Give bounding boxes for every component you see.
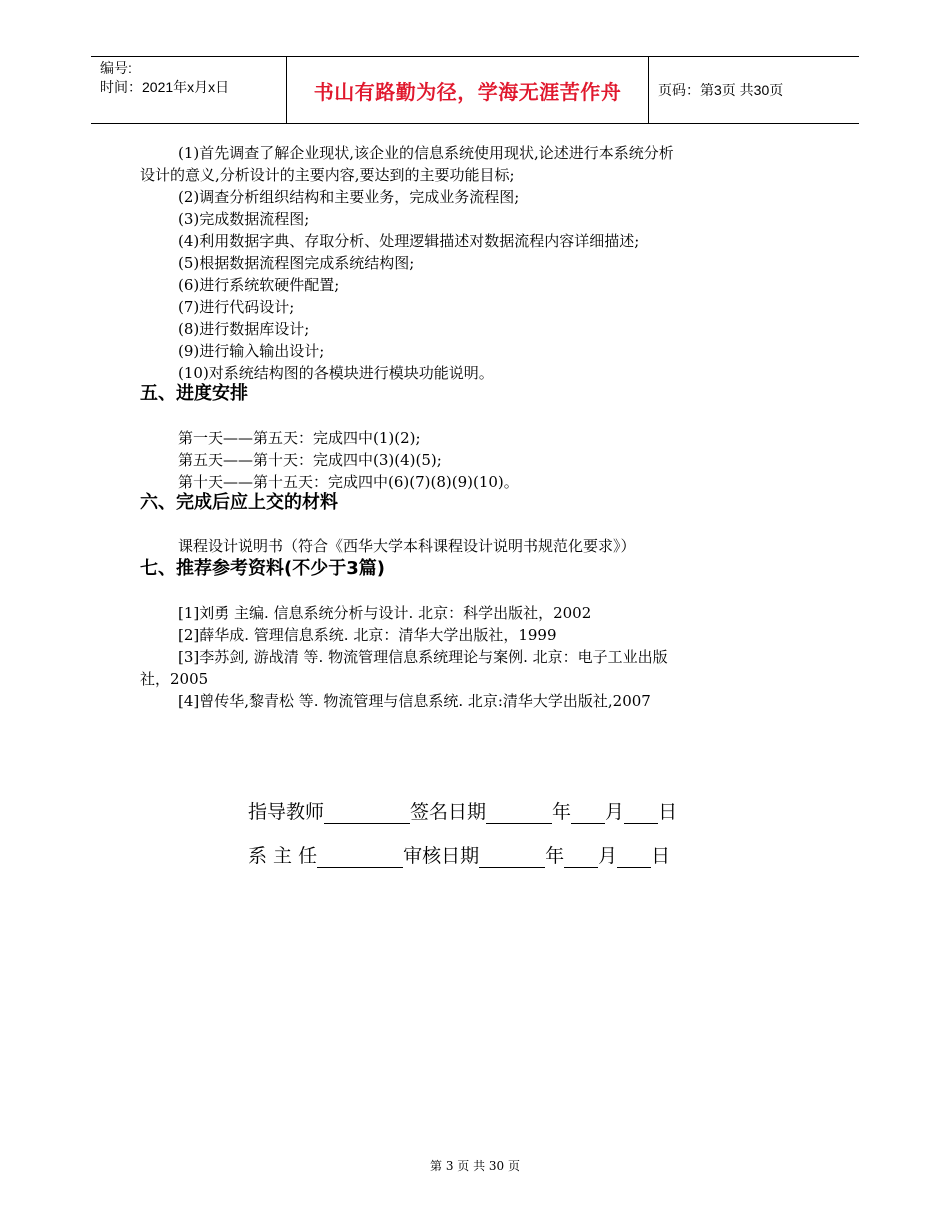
advisor-signature-blank <box>324 803 410 824</box>
step-item: (5)根据数据流程图完成系统结构图; <box>178 254 415 272</box>
header-divider <box>648 57 649 123</box>
month-blank <box>564 847 598 868</box>
time-label: 时间：2021年x月x日 <box>100 79 230 95</box>
reference-item: [2]薛华成. 管理信息系统. 北京：清华大学出版社，1999 <box>178 626 557 644</box>
day-label: 日 <box>651 845 671 867</box>
step-item: (7)进行代码设计; <box>178 298 295 316</box>
reference-item: 社，2005 <box>140 670 209 688</box>
director-label: 系 主 任 <box>248 845 318 867</box>
year-label: 年 <box>552 801 572 823</box>
section-heading: 六、完成后应上交的材料 <box>140 492 338 513</box>
year-blank <box>479 847 545 868</box>
reference-item: [1]刘勇 主编. 信息系统分析与设计. 北京：科学出版社，2002 <box>178 604 592 622</box>
year-label: 年 <box>545 845 565 867</box>
reference-item: [3]李苏剑, 游战清 等. 物流管理信息系统理论与案例. 北京：电子工业出版 <box>178 648 668 666</box>
month-blank <box>571 803 605 824</box>
day-label: 日 <box>658 801 678 823</box>
step-item: (9)进行输入输出设计; <box>178 342 325 360</box>
year-blank <box>486 803 552 824</box>
number-label: 编号: <box>100 60 132 76</box>
director-signature-blank <box>317 847 403 868</box>
schedule-item: 第五天——第十天：完成四中(3)(4)(5); <box>178 451 442 469</box>
materials-text: 课程设计说明书（符合《西华大学本科课程设计说明书规范化要求》） <box>178 537 636 555</box>
step-item: (3)完成数据流程图; <box>178 210 310 228</box>
section-heading: 七、推荐参考资料(不少于3篇) <box>140 558 385 579</box>
review-date-label: 审核日期 <box>403 845 480 867</box>
month-label: 月 <box>598 845 618 867</box>
page-footer: 第 3 页 共 30 页 <box>430 1159 520 1173</box>
step-item: (1)首先调查了解企业现状,该企业的信息系统使用现状,论述进行本系统分析 <box>178 144 674 162</box>
step-item: 设计的意义,分析设计的主要内容,要达到的主要功能目标; <box>140 166 515 184</box>
section-heading: 五、进度安排 <box>140 383 248 404</box>
step-item: (6)进行系统软硬件配置; <box>178 276 340 294</box>
schedule-item: 第十天——第十五天：完成四中(6)(7)(8)(9)(10)。 <box>178 473 519 491</box>
sign-date-label: 签名日期 <box>410 801 487 823</box>
step-item: (8)进行数据库设计; <box>178 320 310 338</box>
step-item: (2)调查分析组织结构和主要业务，完成业务流程图; <box>178 188 520 206</box>
advisor-signature-row <box>248 797 677 824</box>
advisor-label: 指导教师 <box>248 801 325 823</box>
header-info <box>100 59 229 97</box>
schedule-item: 第一天——第五天：完成四中(1)(2); <box>178 429 421 447</box>
header-page-code: 页码：第3页 共30页 <box>658 82 784 98</box>
month-label: 月 <box>605 801 625 823</box>
page-header <box>91 56 859 124</box>
step-item: (10)对系统结构图的各模块进行模块功能说明。 <box>178 364 494 382</box>
day-blank <box>617 847 651 868</box>
day-blank <box>624 803 658 824</box>
reference-item: [4]曾传华,黎青松 等. 物流管理与信息系统. 北京:清华大学出版社,2007 <box>178 692 651 710</box>
step-item: (4)利用数据字典、存取分析、处理逻辑描述对数据流程内容详细描述; <box>178 232 640 250</box>
director-signature-row <box>248 841 670 868</box>
header-motto: 书山有路勤为径，学海无涯苦作舟 <box>313 79 622 104</box>
